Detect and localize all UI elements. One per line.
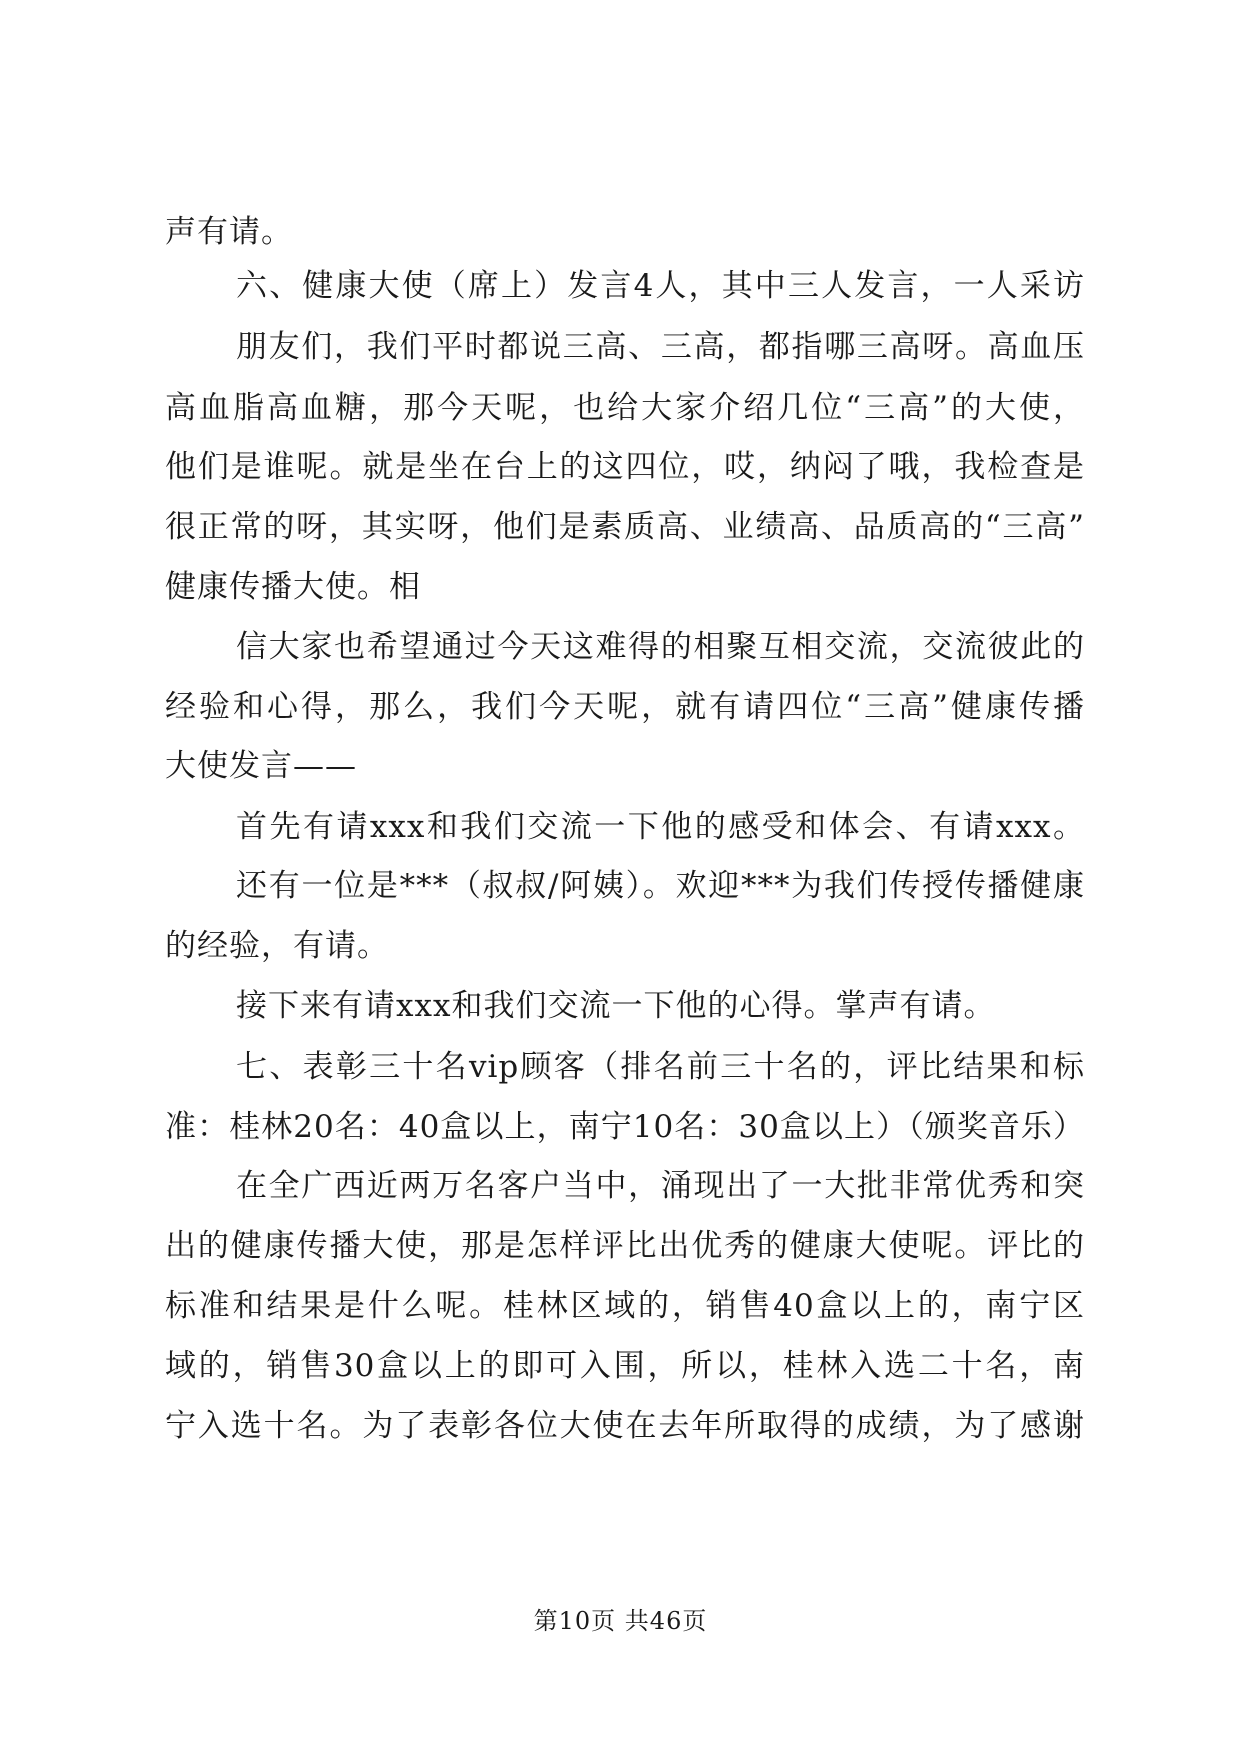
page-number-footer: 第10页 共46页 [533,1607,708,1635]
text-line-8: 信大家也希望通过今天这难得的相聚互相交流，交流彼此的 [236,629,1085,665]
text-line-13: 的经验，有请。 [165,928,389,964]
text-line-12: 还有一位是***（叔叔/阿姨）。欢迎***为我们传授传播健康 [236,868,1085,904]
text-line-20: 域的，销售30盒以上的即可入围，所以，桂林入选二十名，南 [165,1348,1085,1384]
text-line-14: 接下来有请xxx和我们交流一下他的心得。掌声有请。 [236,988,996,1024]
text-line-7: 健康传播大使。相 [165,569,421,605]
text-line-15: 七、表彰三十名vip顾客（排名前三十名的，评比结果和标 [236,1049,1085,1085]
text-line-11: 首先有请xxx和我们交流一下他的感受和体会、有请xxx。 [236,809,1085,845]
text-line-19: 标准和结果是什么呢。桂林区域的，销售40盒以上的，南宁区 [165,1288,1085,1324]
text-line-10: 大使发言—— [165,748,357,784]
text-line-21: 宁入选十名。为了表彰各位大使在去年所取得的成绩，为了感谢 [165,1408,1085,1444]
text-line-17: 在全广西近两万名客户当中，涌现出了一大批非常优秀和突 [236,1168,1085,1204]
text-line-4: 高血脂高血糖，那今天呢，也给大家介绍几位“三高”的大使， [165,390,1085,426]
text-line-5: 他们是谁呢。就是坐在台上的这四位，哎，纳闷了哦，我检查是 [165,449,1085,485]
text-line-2: 六、健康大使（席上）发言4人，其中三人发言，一人采访 [236,268,1085,304]
text-line-18: 出的健康传播大使，那是怎样评比出优秀的健康大使呢。评比的 [165,1228,1085,1264]
text-line-1: 声有请。 [165,214,293,250]
text-line-6: 很正常的呀，其实呀，他们是素质高、业绩高、品质高的“三高” [165,509,1085,545]
text-line-16: 准：桂林20名：40盒以上，南宁10名：30盒以上）（颁奖音乐） [165,1109,1085,1145]
text-line-9: 经验和心得，那么，我们今天呢，就有请四位“三高”健康传播 [165,689,1085,725]
text-line-3: 朋友们，我们平时都说三高、三高，都指哪三高呀。高血压 [236,329,1085,365]
